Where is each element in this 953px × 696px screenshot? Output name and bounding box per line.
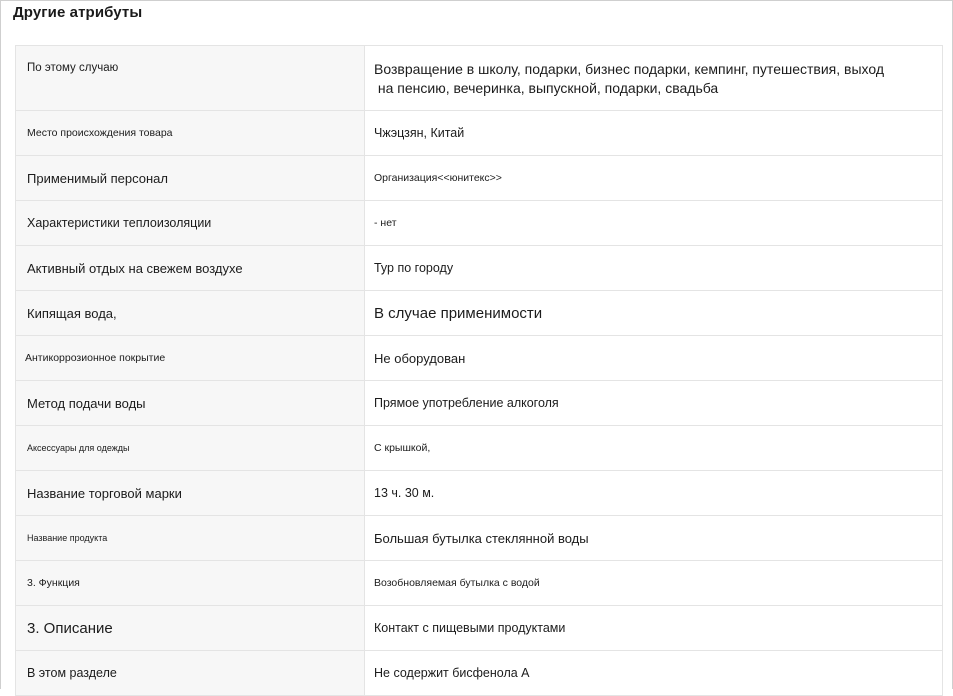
table-row [16, 426, 943, 471]
attribute-value: Большая бутылка стеклянной воды [365, 516, 943, 561]
attribute-name: Место происхождения товара [16, 111, 365, 156]
attribute-name: Название торговой марки [16, 471, 365, 516]
attribute-name: В этом разделе [16, 651, 365, 696]
attribute-name: 3. Описание [16, 606, 365, 651]
attribute-value-line: Возвращение в школу, подарки, бизнес подарки, кемпинг, путешествия, выход [374, 61, 885, 77]
table-row [16, 111, 943, 156]
attribute-name: Аксессуары для одежды [16, 426, 365, 471]
attribute-value: Организация<<юнитекс>> [365, 156, 943, 201]
section-title: Другие атрибуты [13, 4, 143, 21]
table-row [16, 516, 943, 561]
table-row [16, 381, 943, 426]
table-row [16, 291, 943, 336]
attribute-value: Возобновляемая бутылка с водой [365, 561, 943, 606]
table-row [16, 246, 943, 291]
attribute-value: В случае применимости [365, 291, 943, 336]
table-row [16, 651, 943, 696]
attribute-value: 13 ч. 30 м. [365, 471, 943, 516]
attribute-value-line: на пенсию, вечеринка, выпускной, подарки, свадьба [374, 80, 719, 96]
attribute-value: - нет [365, 201, 943, 246]
attribute-value: Прямое употребление алкоголя [365, 381, 943, 426]
attribute-name: Кипящая вода, [16, 291, 365, 336]
table-row [16, 336, 943, 381]
table-row [16, 471, 943, 516]
table-row [16, 46, 943, 111]
attribute-name: Название продукта [16, 516, 365, 561]
attribute-value: Контакт с пищевыми продуктами [365, 606, 943, 651]
attribute-name: Метод подачи воды [16, 381, 365, 426]
table-row [16, 201, 943, 246]
attributes-table [15, 45, 943, 696]
attribute-name: По этому случаю [16, 46, 365, 111]
table-row [16, 156, 943, 201]
attribute-value: Тур по городу [365, 246, 943, 291]
table-row [16, 606, 943, 651]
attribute-value [365, 46, 943, 111]
attribute-name: Применимый персонал [16, 156, 365, 201]
attribute-value: Не оборудован [365, 336, 943, 381]
table-row [16, 561, 943, 606]
attribute-name: Характеристики теплоизоляции [16, 201, 365, 246]
attribute-name: Активный отдых на свежем воздухе [16, 246, 365, 291]
attribute-value: Не содержит бисфенола А [365, 651, 943, 696]
attribute-value: С крышкой, [365, 426, 943, 471]
attribute-name: 3. Функция [16, 561, 365, 606]
attribute-value: Чжэцзян, Китай [365, 111, 943, 156]
attribute-name: Антикоррозионное покрытие [16, 336, 365, 381]
